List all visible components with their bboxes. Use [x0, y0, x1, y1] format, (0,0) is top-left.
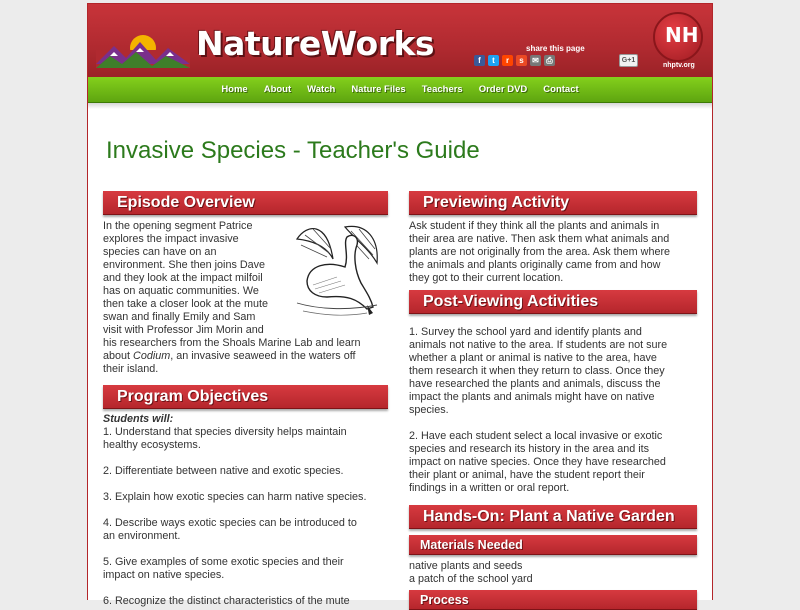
page-frame — [87, 3, 713, 607]
students-will-label: Students will: — [103, 413, 174, 425]
email-icon[interactable]: ✉ — [530, 55, 541, 66]
text-line: explores the impact invasive — [103, 233, 239, 245]
nav-contact[interactable]: Contact — [543, 84, 579, 95]
text-line: about Codium, an invasive seaweed in the waters off — [103, 350, 356, 362]
text-line: his researchers from the Shoals Marine Lab and learn — [103, 337, 361, 349]
mountain-sunset-logo[interactable] — [96, 28, 190, 68]
post-viewing-text-1: 1. Survey the school yard and identify plants and animals not native to the area. If students are not sure whether a plant or animal is native to the area, have them research it when they return to class. Once they have researched the plants and animals, discuss the impact the plants and animals might have on native species. — [409, 326, 668, 416]
objective-item: 4. Describe ways exotic species can be introduced to an environment. — [103, 517, 357, 542]
nav-order-dvd[interactable]: Order DVD — [478, 84, 528, 95]
nav-about[interactable]: About — [263, 84, 292, 95]
print-icon[interactable]: ⎙ — [544, 55, 555, 66]
codium-term: Codium — [133, 350, 171, 362]
episode-overview-heading: Episode Overview — [103, 191, 388, 215]
materials-list — [409, 560, 704, 586]
hands-on-heading: Hands-On: Plant a Native Garden — [409, 505, 697, 529]
nav-nature-files[interactable]: Nature Files — [351, 84, 406, 95]
text-line: has on aquatic communities. We — [103, 285, 259, 297]
facebook-icon[interactable]: f — [474, 55, 485, 66]
page-title: Invasive Species - Teacher's Guide — [106, 137, 480, 164]
objective-item: 6. Recognize the distinct characteristics of the mute — [103, 595, 350, 607]
stumbleupon-icon[interactable]: s — [516, 55, 527, 66]
share-label: share this page — [526, 44, 585, 53]
objective-item: 2. Differentiate between native and exotic species. — [103, 465, 344, 477]
nav-shadow — [88, 103, 712, 109]
text-line: then take a closer look at the mute — [103, 298, 269, 310]
text-line: environment. She then joins Dave — [103, 259, 266, 271]
nh-monogram-icon — [663, 20, 699, 48]
main-nav — [88, 77, 712, 103]
twitter-icon[interactable]: t — [488, 55, 499, 66]
site-title[interactable]: NatureWorks — [196, 24, 435, 63]
nav-home[interactable]: Home — [221, 84, 248, 95]
objective-item: 3. Explain how exotic species can harm native species. — [103, 491, 367, 503]
program-objectives-list — [103, 413, 388, 608]
process-heading: Process — [409, 590, 697, 610]
google-plus-button[interactable]: G+1 — [619, 54, 638, 67]
previewing-activity-text: Ask student if they think all the plants and animals in their area are native. Then ask them what animals and plants are not originally from the area. Ask them where the animals and plants originally came from and how they got to their current location. — [409, 220, 671, 284]
list-item: native plants and seeds — [409, 560, 523, 572]
site-header — [88, 4, 712, 77]
text-line: species can have on an — [103, 246, 217, 258]
text-line: their island. — [103, 363, 159, 375]
materials-needed-heading: Materials Needed — [409, 535, 697, 555]
station-url[interactable]: nhptv.org — [663, 62, 695, 69]
post-viewing-text-2: 2. Have each student select a local invasive or exotic species and research its history in the area and its impact on native species. Once they have researched their plant or animal, have the student report their findings in a written or oral report. — [409, 430, 666, 494]
objective-item: 5. Give examples of some exotic species and their impact on native species. — [103, 556, 344, 581]
list-item: a patch of the school yard — [409, 573, 533, 585]
nav-watch[interactable]: Watch — [307, 84, 336, 95]
share-icons — [474, 55, 555, 66]
mute-swan-illustration — [287, 219, 383, 323]
program-objectives-heading: Program Objectives — [103, 385, 388, 409]
objective-item: 1. Understand that species diversity helps maintain healthy ecosystems. — [103, 426, 347, 451]
nhptv-logo[interactable] — [653, 12, 703, 62]
station-monogram: NH — [665, 23, 699, 47]
previewing-activity-heading: Previewing Activity — [409, 191, 697, 215]
post-viewing-heading: Post-Viewing Activities — [409, 290, 697, 314]
reddit-icon[interactable]: r — [502, 55, 513, 66]
text-line: In the opening segment Patrice — [103, 220, 253, 232]
text-line: and they look at the impact milfoil — [103, 272, 263, 284]
text-line: visit with Professor Jim Morin and — [103, 324, 264, 336]
nav-teachers[interactable]: Teachers — [421, 84, 463, 95]
text-line: swan and finally Emily and Sam — [103, 311, 256, 323]
